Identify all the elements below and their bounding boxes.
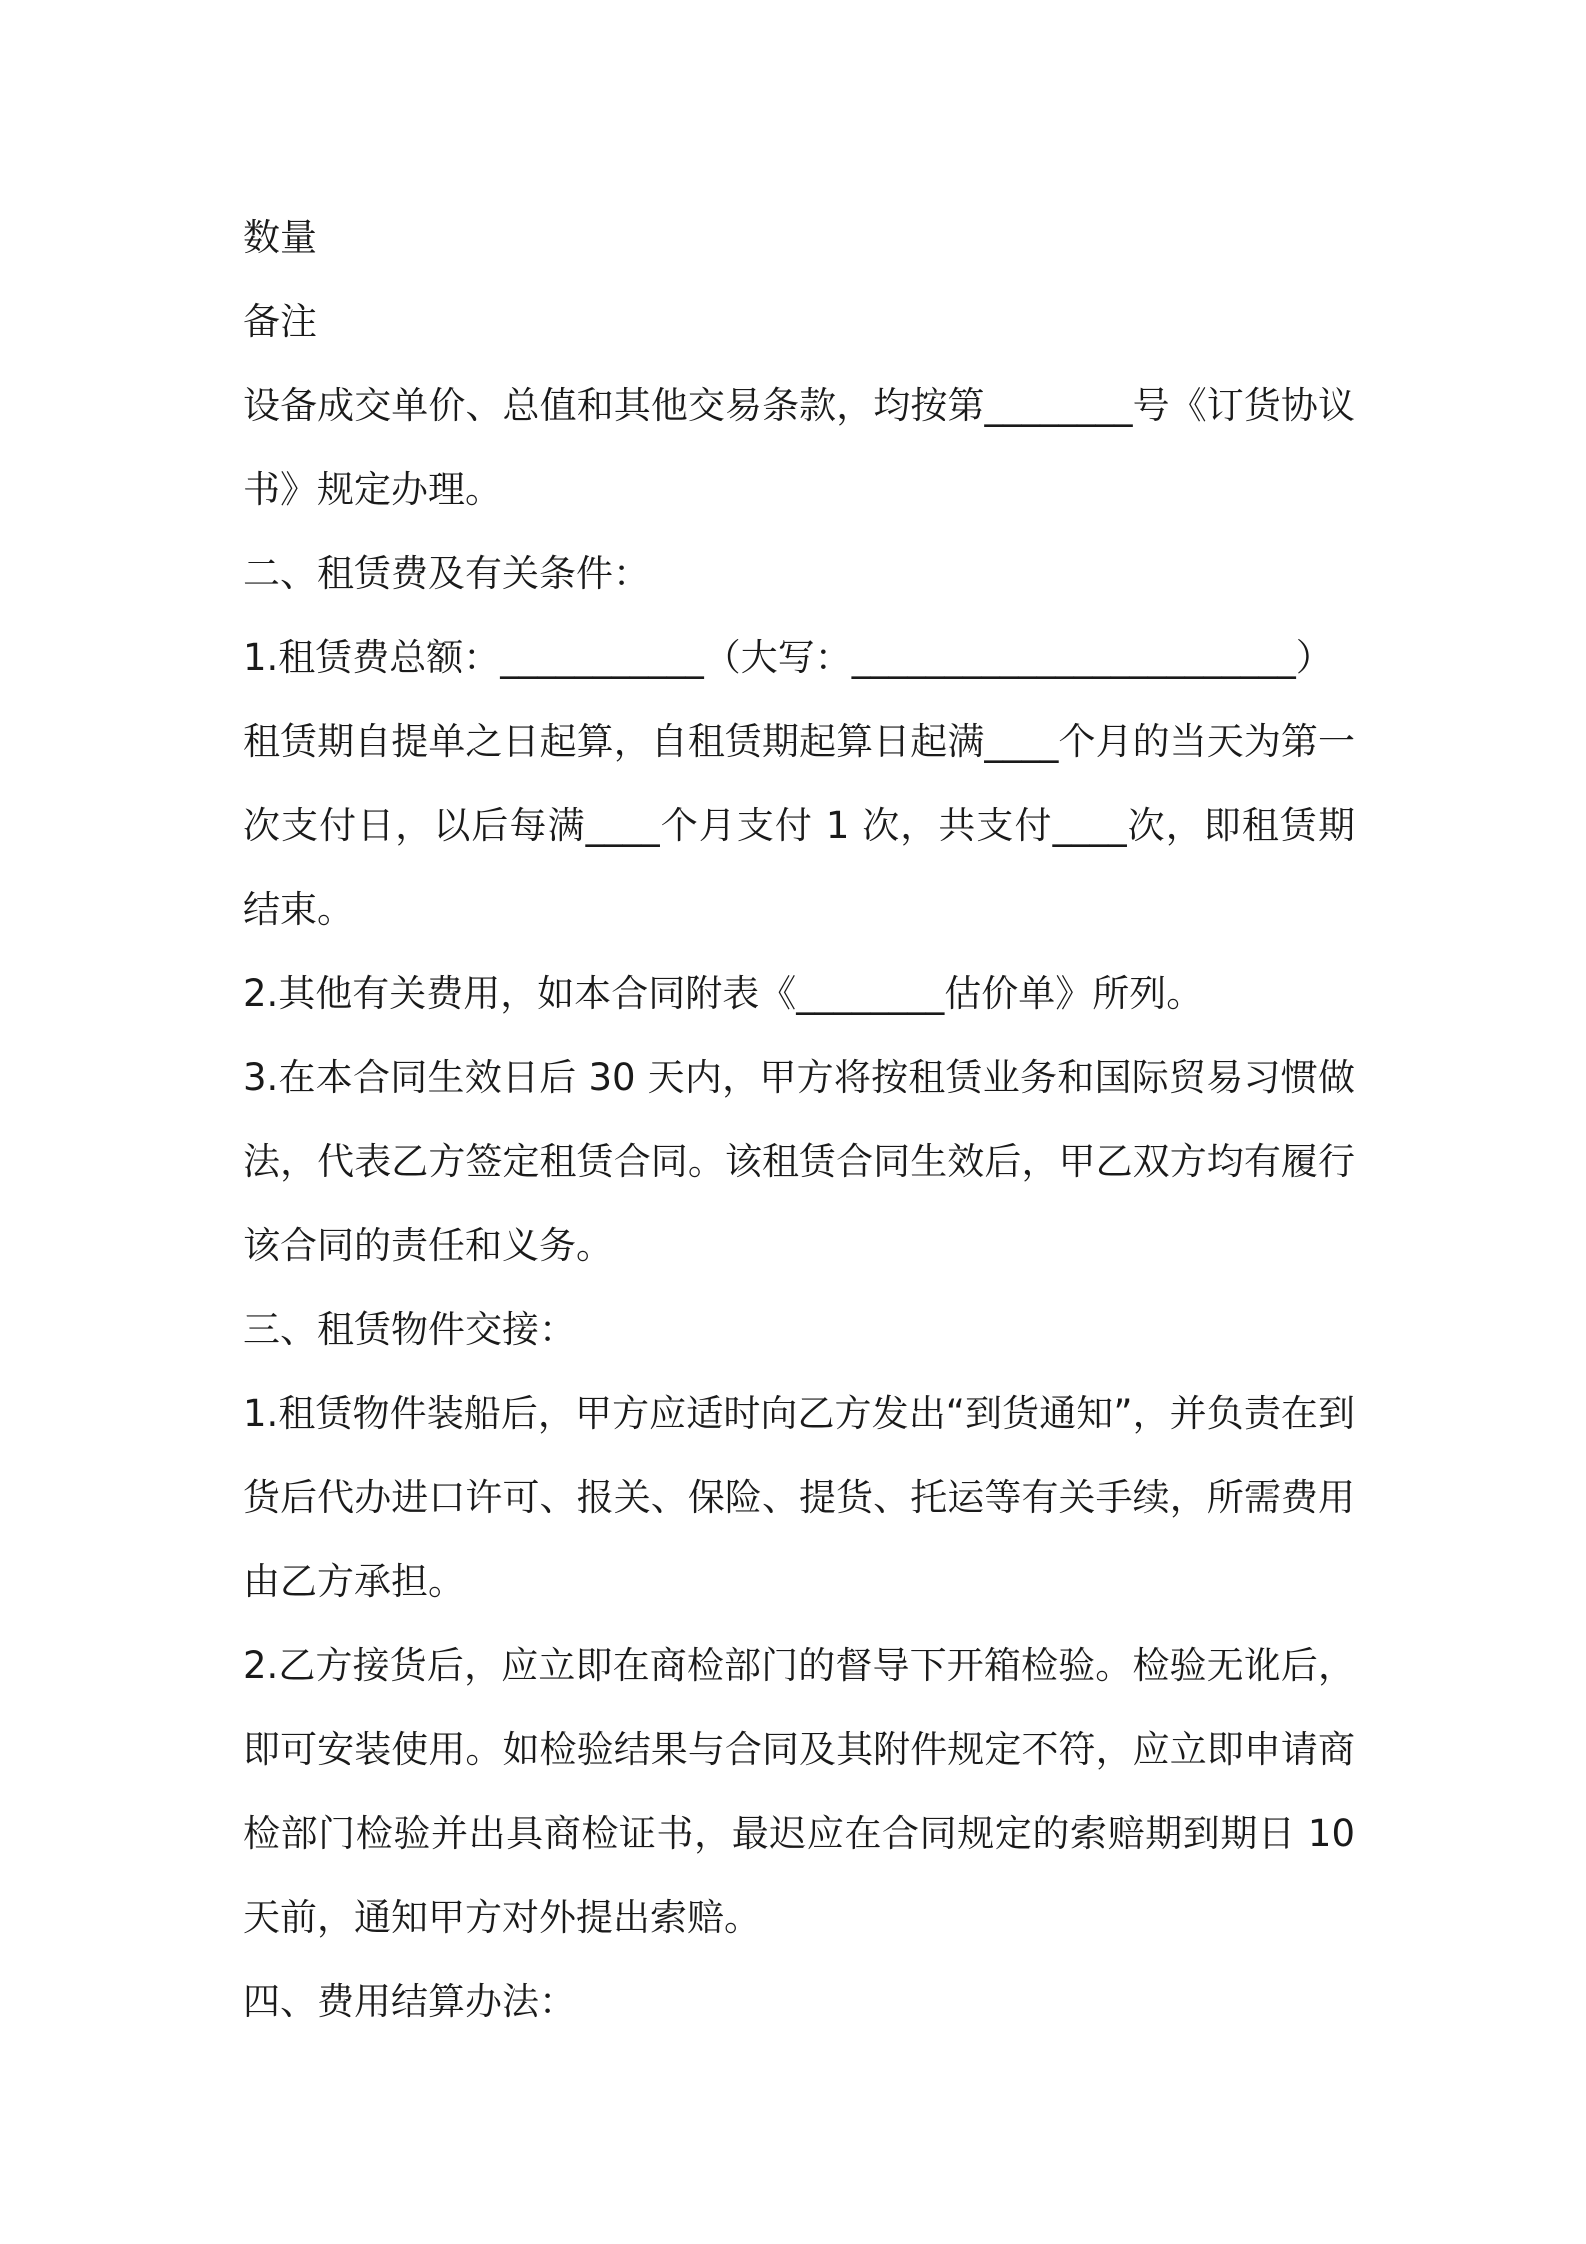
paragraph-quantity: 数量 — [243, 216, 317, 259]
paragraph-lease-contract: 3.在本合同生效日后 30 天内，甲方将按租赁业务和国际贸易习惯做法，代表乙方签定租赁合同。该租赁合同生效后，甲乙双方均有履行该合同的责任和义务。 — [243, 1056, 1355, 1267]
section-heading-3: 三、租赁物件交接： — [243, 1308, 576, 1351]
paragraph-pricing-terms: 设备成交单价、总值和其他交易条款，均按第________号《订货协议书》规定办理。 — [243, 384, 1355, 511]
paragraph-rental-total: 1.租赁费总额：___________（大写：________________________） — [243, 636, 1333, 679]
paragraph-delivery-notice: 1.租赁物件装船后，甲方应适时向乙方发出“到货通知”，并负责在到货后代办进口许可、报关、保险、提货、托运等有关手续，所需费用由乙方承担。 — [243, 1392, 1355, 1603]
paragraph-rental-period: 租赁期自提单之日起算，自租赁期起算日起满____个月的当天为第一次支付日，以后每满____个月支付 1 次，共支付____次，即租赁期结束。 — [243, 720, 1355, 931]
section-heading-2: 二、租赁费及有关条件： — [243, 552, 650, 595]
document-body — [243, 196, 1355, 2044]
paragraph-inspection: 2.乙方接货后，应立即在商检部门的督导下开箱检验。检验无讹后，即可安装使用。如检验结果与合同及其附件规定不符，应立即申请商检部门检验并出具商检证书，最迟应在合同规定的索赔期到期日 10 天前，通知甲方对外提出索赔。 — [243, 1644, 1355, 1939]
paragraph-remarks: 备注 — [243, 300, 317, 343]
paragraph-other-fees: 2.其他有关费用，如本合同附表《________估价单》所列。 — [243, 972, 1204, 1015]
section-heading-4: 四、费用结算办法： — [243, 1980, 576, 2023]
